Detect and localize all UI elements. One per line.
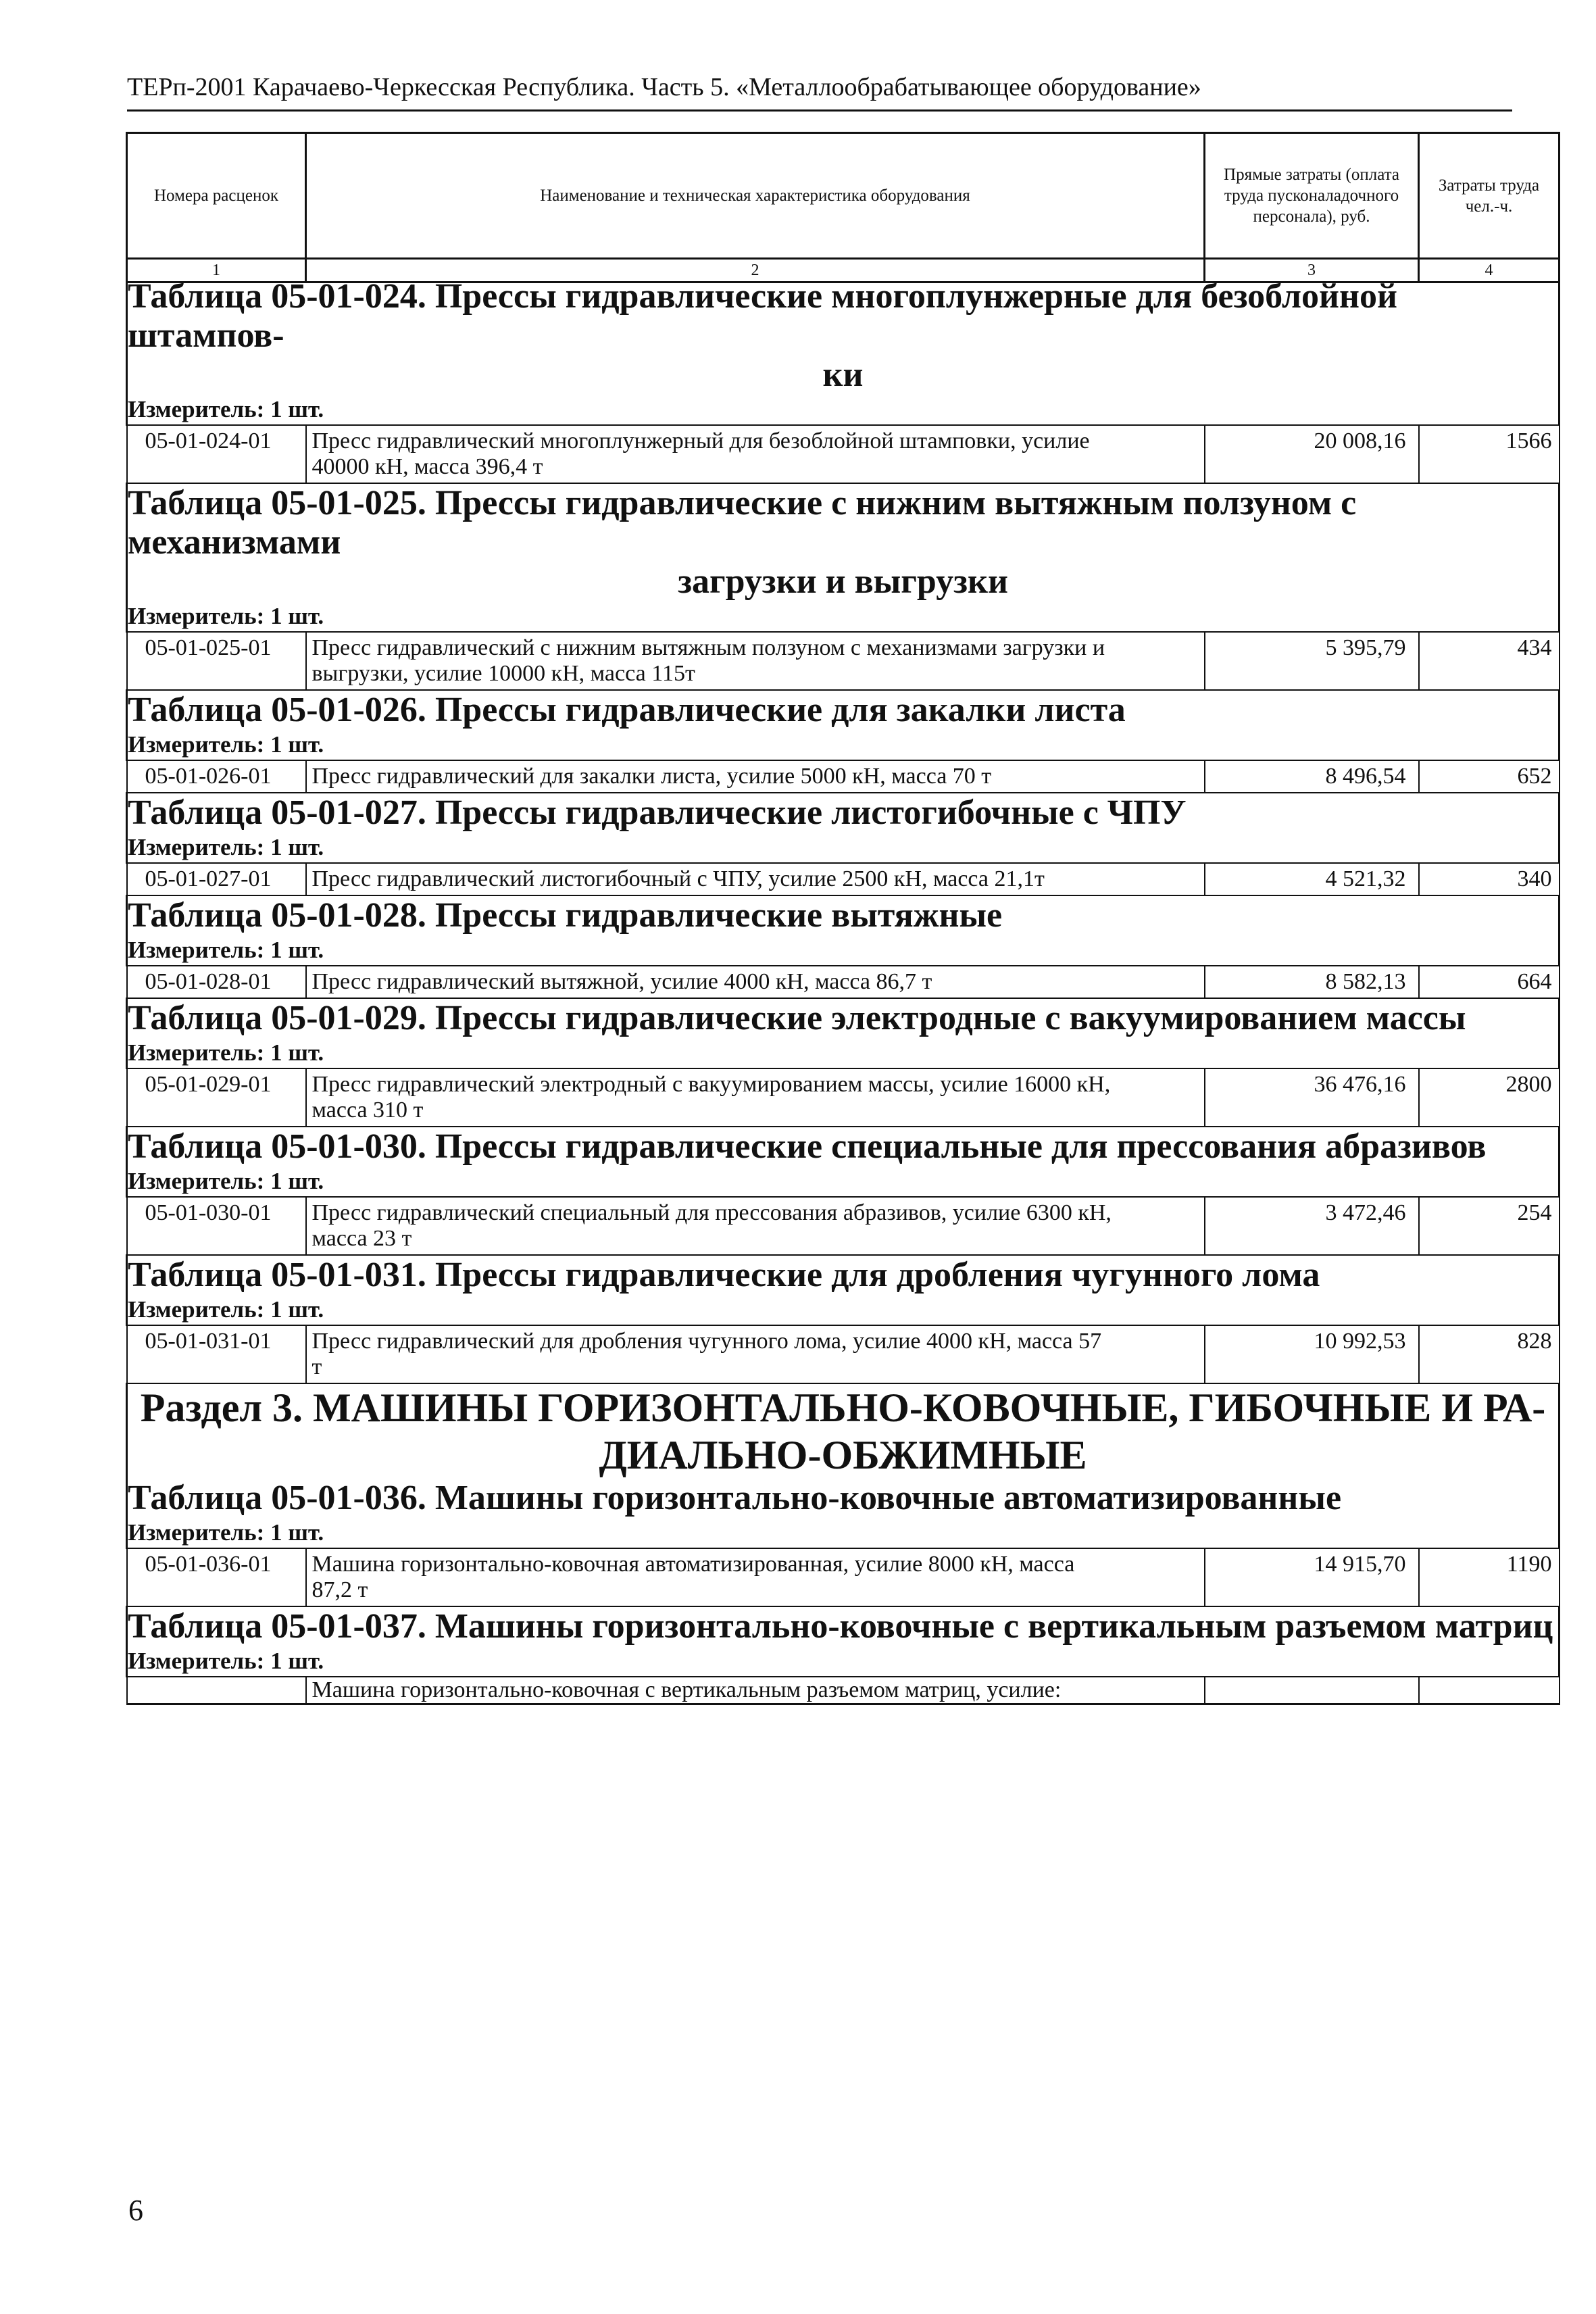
measure-label: Измеритель: 1 шт. <box>127 833 1560 863</box>
description-line: масса 23 т <box>311 1226 412 1251</box>
table-title-row <box>127 277 1560 395</box>
table-title-text: Прессы гидравлические для закалки листа <box>434 691 1126 729</box>
measure-row <box>127 730 1560 760</box>
measure-row <box>127 833 1560 863</box>
measure-label: Измеритель: 1 шт. <box>127 1166 1560 1197</box>
table-title <box>127 895 1560 935</box>
section-title-line: Раздел 3. МАШИНЫ ГОРИЗОНТАЛЬНО-КОВОЧНЫЕ, ГИБОЧНЫЕ И РА- <box>140 1385 1546 1430</box>
measure-row <box>127 1646 1560 1677</box>
table-title-text: Машины горизонтально-ковочные с вертикальным разъемом матриц <box>434 1607 1553 1646</box>
rate-code: 05-01-025-01 <box>127 632 306 690</box>
column-number: 1 <box>127 259 306 282</box>
measure-label: Измеритель: 1 шт. <box>127 1295 1560 1325</box>
rate-cost: 8 582,13 <box>1205 966 1419 998</box>
description-line: выгрузки, усилие 10000 кН, масса 115т <box>311 661 695 686</box>
table-number: Таблица 05-01-037. <box>128 1607 426 1646</box>
table-title <box>127 1479 1560 1518</box>
table-number: Таблица 05-01-024. <box>128 277 426 316</box>
table-title-row <box>127 690 1560 730</box>
rate-cost: 14 915,70 <box>1205 1548 1419 1606</box>
description-line: Пресс гидравлический вытяжной, усилие 4000 кН, масса 86,7 т <box>311 969 932 994</box>
table-title-text: Прессы гидравлические для дробления чугунного лома <box>434 1256 1320 1294</box>
table-title-row <box>127 1127 1560 1166</box>
rate-code: 05-01-029-01 <box>127 1068 306 1127</box>
measure-label: Измеритель: 1 шт. <box>127 1646 1560 1677</box>
col-header-name: Наименование и техническая характеристика оборудования <box>306 133 1205 259</box>
table-title <box>127 793 1560 833</box>
table-title-continuation: загрузки и выгрузки <box>678 562 1008 601</box>
measure-label: Измеритель: 1 шт. <box>127 935 1560 966</box>
section-title <box>127 1383 1560 1479</box>
measure-label: Измеритель: 1 шт. <box>127 1518 1560 1548</box>
table-title <box>127 690 1560 730</box>
col-header-codes: Номера расценок <box>127 133 306 259</box>
description-line: Пресс гидравлический листогибочный с ЧПУ, усилие 2500 кН, масса 21,1т <box>311 866 1045 891</box>
table-number: Таблица 05-01-031. <box>128 1256 426 1294</box>
rate-description <box>306 632 1205 690</box>
table-title-text: Прессы гидравлические специальные для прессования абразивов <box>434 1127 1487 1166</box>
table-title-row <box>127 1255 1560 1295</box>
rate-code: 05-01-028-01 <box>127 966 306 998</box>
rates-table <box>126 132 1560 283</box>
description-line: 40000 кН, масса 396,4 т <box>311 454 543 479</box>
rate-description <box>306 966 1205 998</box>
table-title-row <box>127 1606 1560 1646</box>
rate-code: 05-01-027-01 <box>127 863 306 895</box>
col-header-labor: Затраты труда чел.-ч. <box>1419 133 1560 259</box>
measure-label: Измеритель: 1 шт. <box>127 601 1560 632</box>
table-row <box>127 1677 1560 1704</box>
rate-cost: 8 496,54 <box>1205 760 1419 793</box>
description-line: Пресс гидравлический для закалки листа, усилие 5000 кН, масса 70 т <box>311 764 992 789</box>
description-line: Пресс гидравлический многоплунжерный для безоблойной штамповки, усилие <box>311 428 1090 453</box>
table-title <box>127 998 1560 1038</box>
table-row <box>127 1197 1560 1255</box>
measure-row <box>127 1518 1560 1548</box>
description-line: Пресс гидравлический электродный с вакуумированием массы, усилие 16000 кН, <box>311 1072 1111 1097</box>
rate-labor: 1566 <box>1419 425 1560 483</box>
table-title <box>127 277 1560 395</box>
measure-label: Измеритель: 1 шт. <box>127 1038 1560 1068</box>
rates-body <box>126 277 1560 1705</box>
description-line: Пресс гидравлический для дробления чугунного лома, усилие 4000 кН, масса 57 <box>311 1329 1102 1354</box>
table-title-text: Прессы гидравлические вытяжные <box>434 896 1003 935</box>
rate-description <box>306 425 1205 483</box>
rate-labor: 828 <box>1419 1325 1560 1383</box>
table-title-text: Прессы гидравлические электродные с вакуумированием массы <box>434 999 1466 1037</box>
table-title-continuation: ки <box>822 355 864 394</box>
rate-description <box>306 1548 1205 1606</box>
measure-row <box>127 1038 1560 1068</box>
rate-code: 05-01-024-01 <box>127 425 306 483</box>
table-title-text: Машины горизонтально-ковочные автоматизированные <box>434 1479 1342 1517</box>
table-title <box>127 1606 1560 1646</box>
table-title-text: Прессы гидравлические листогибочные с ЧПУ <box>434 793 1187 832</box>
rate-labor: 1190 <box>1419 1548 1560 1606</box>
column-number: 4 <box>1419 259 1560 282</box>
description-line: масса 310 т <box>311 1098 424 1123</box>
table-title-row <box>127 998 1560 1038</box>
table-title-text: Прессы гидравлические многоплунжерные для безоблойной штампов- <box>128 277 1397 355</box>
page-header: ТЕРп-2001 Карачаево-Черкесская Республика. Часть 5. «Металлообрабатывающее оборудование» <box>127 70 1512 112</box>
column-number: 3 <box>1205 259 1419 282</box>
table-number: Таблица 05-01-028. <box>128 896 426 935</box>
table-title-row <box>127 483 1560 601</box>
rate-code <box>127 1677 306 1704</box>
rate-cost: 20 008,16 <box>1205 425 1419 483</box>
column-number: 2 <box>306 259 1205 282</box>
table-number: Таблица 05-01-029. <box>128 999 426 1037</box>
rate-labor: 340 <box>1419 863 1560 895</box>
table-number: Таблица 05-01-030. <box>128 1127 426 1166</box>
measure-row <box>127 935 1560 966</box>
measure-row <box>127 601 1560 632</box>
table-row <box>127 863 1560 895</box>
rate-labor: 652 <box>1419 760 1560 793</box>
table-row <box>127 1325 1560 1383</box>
table-title <box>127 1127 1560 1166</box>
table-row <box>127 760 1560 793</box>
rate-labor: 434 <box>1419 632 1560 690</box>
table-title-text: Прессы гидравлические с нижним вытяжным ползуном с механизмами <box>128 484 1357 562</box>
rate-code: 05-01-031-01 <box>127 1325 306 1383</box>
description-line: 87,2 т <box>311 1577 368 1602</box>
rate-cost: 5 395,79 <box>1205 632 1419 690</box>
rate-description <box>306 760 1205 793</box>
rate-labor: 2800 <box>1419 1068 1560 1127</box>
col-header-cost: Прямые затраты (оплата труда пусконаладочного персонала), руб. <box>1205 133 1419 259</box>
rate-cost: 36 476,16 <box>1205 1068 1419 1127</box>
table-title <box>127 1255 1560 1295</box>
measure-row <box>127 1295 1560 1325</box>
measure-row <box>127 395 1560 425</box>
rates-body-rows <box>127 277 1560 1704</box>
rate-labor: 254 <box>1419 1197 1560 1255</box>
description-line: т <box>311 1354 322 1379</box>
description-line: Пресс гидравлический специальный для прессования абразивов, усилие 6300 кН, <box>311 1200 1112 1225</box>
rate-description <box>306 1325 1205 1383</box>
rate-cost: 10 992,53 <box>1205 1325 1419 1383</box>
description-line: Машина горизонтально-ковочная автоматизированная, усилие 8000 кН, масса <box>311 1552 1075 1577</box>
table-number: Таблица 05-01-026. <box>128 691 426 729</box>
rate-cost: 3 472,46 <box>1205 1197 1419 1255</box>
table-row <box>127 632 1560 690</box>
description-line: Пресс гидравлический с нижним вытяжным ползуном с механизмами загрузки и <box>311 635 1105 660</box>
table-row <box>127 1068 1560 1127</box>
table-title-row <box>127 1479 1560 1518</box>
rate-description: Машина горизонтально-ковочная с вертикальным разъемом матриц, усилие: <box>306 1677 1205 1704</box>
table-row <box>127 425 1560 483</box>
table-row <box>127 1548 1560 1606</box>
rate-code: 05-01-026-01 <box>127 760 306 793</box>
rate-labor: 664 <box>1419 966 1560 998</box>
rate-cost <box>1205 1677 1419 1704</box>
rate-labor <box>1419 1677 1560 1704</box>
table-title-row <box>127 793 1560 833</box>
measure-row <box>127 1166 1560 1197</box>
table-number: Таблица 05-01-025. <box>128 484 426 522</box>
table-row <box>127 966 1560 998</box>
rate-description <box>306 1068 1205 1127</box>
rate-code: 05-01-036-01 <box>127 1548 306 1606</box>
table-number: Таблица 05-01-027. <box>128 793 426 832</box>
table-title-row <box>127 895 1560 935</box>
page-number: 6 <box>128 2194 143 2227</box>
rate-description <box>306 863 1205 895</box>
measure-label: Измеритель: 1 шт. <box>127 395 1560 425</box>
measure-label: Измеритель: 1 шт. <box>127 730 1560 760</box>
rate-description <box>306 1197 1205 1255</box>
rate-code: 05-01-030-01 <box>127 1197 306 1255</box>
table-title <box>127 483 1560 601</box>
table-number: Таблица 05-01-036. <box>128 1479 426 1517</box>
section-row <box>127 1383 1560 1479</box>
table-header-row <box>127 133 1560 259</box>
rate-cost: 4 521,32 <box>1205 863 1419 895</box>
section-title-line: ДИАЛЬНО-ОБЖИМНЫЕ <box>599 1433 1087 1477</box>
